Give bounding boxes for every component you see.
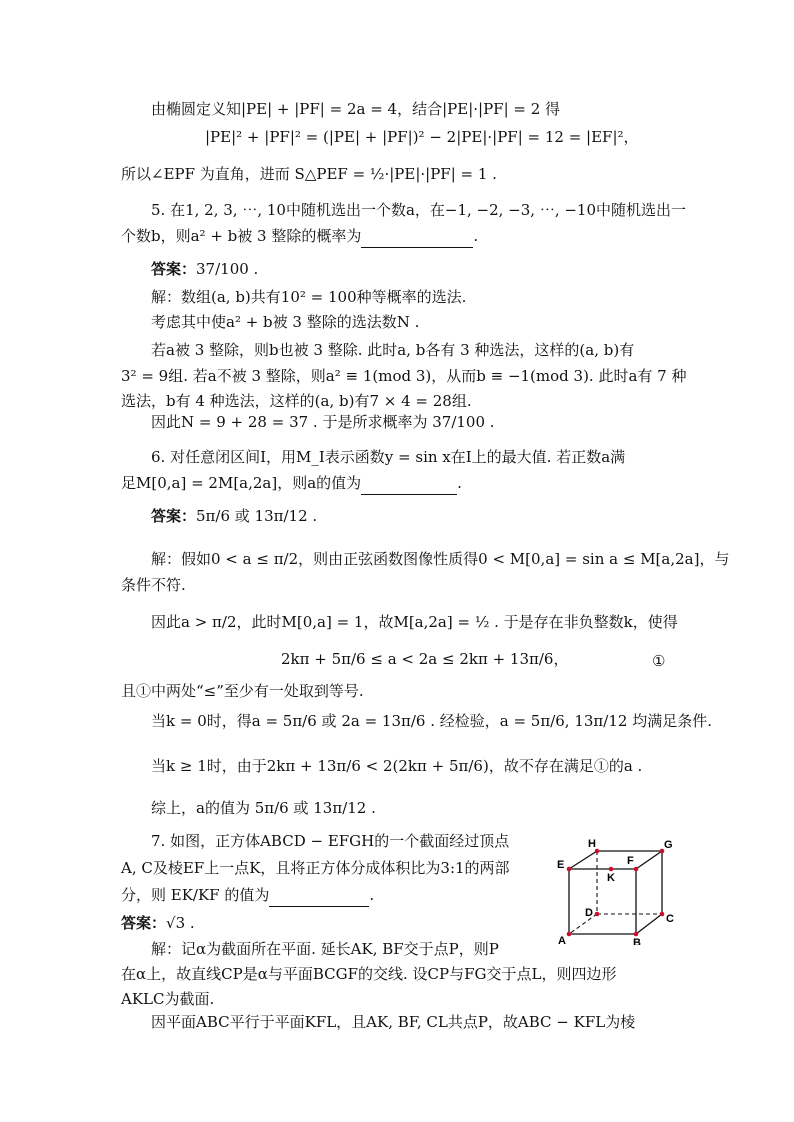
answer-blank [361,472,457,495]
solution-line: 解：数组(a, b)共有10² = 100种等概率的选法. [151,288,467,306]
period: . [473,227,479,245]
answer-value: √3 . [166,914,195,932]
text-line: 因此a > π/2，此时M[0,a] = 1，故M[a,2a] = ½ . 于是存在非负整数k，使得 [151,613,678,631]
equation-line: |PE|² + |PF|² = (|PE| + |PF|)² − 2|PE|·|PF| = 12 = |EF|²， [205,128,639,146]
answer-value: 37/100 . [196,260,259,278]
text-line: 3² = 9组. 若a不被 3 整除，则a² ≡ 1(mod 3)，从而b ≡ −1(mod 3). 此时a有 7 种 [121,367,687,385]
answer-label: 答案： [151,260,197,278]
answer-line [151,258,258,280]
text-line [121,225,478,248]
answer-label: 答案： [151,507,197,525]
answer-line [121,912,195,934]
text-line [121,884,374,907]
label-F: F [627,855,634,867]
solution-line: 解：记α为截面所在平面. 延长AK, BF交于点P，则P [151,940,499,958]
solution-line: 解：假如0 < a ≤ π/2，则由正弦函数图像性质得0 < M[0,a] = sin a ≤ M[a,2a]，与 [151,550,730,568]
label-E: E [557,859,565,871]
text-line: 所以∠EPF 为直角，进而 S△PEF = ½·|PE|·|PF| = 1 . [121,165,497,183]
period: . [369,886,375,904]
text-line: 且①中两处“≤”至少有一处取到等号. [121,682,364,700]
inequality-1: 2kπ + 5π/6 ≤ a < 2a ≤ 2kπ + 13π/6， [281,650,569,668]
answer-blank [361,225,473,248]
equation-number: ① [652,652,666,670]
label-C: C [666,913,674,925]
text-line: 因平面ABC平行于平面KFL，且AK, BF, CL共点P，故ABC − KFL为棱 [151,1013,636,1031]
text-line: AKLC为截面. [121,990,215,1008]
answer-value: 5π/6 或 13π/12 . [196,507,318,525]
problem-6-text: 足M[0,a] = 2M[a,2a]，则a的值为 [121,474,362,492]
problem-5: 5. 在1, 2, 3, ⋯, 10中随机选出一个数a，在−1, −2, −3, ⋯, −10中随机选出一 [151,201,687,219]
answer-blank [269,884,369,907]
problem-7: 7. 如图，正方体ABCD − EFGH的一个截面经过顶点 [151,832,510,850]
problem-6: 6. 对任意闭区间I，用M_I表示函数y = sin x在I上的最大值. 若正数a满 [151,448,626,466]
cube-figure [550,830,680,945]
text-line: 选法，b有 4 种选法，这样的(a, b)有7 × 4 = 28组. [121,392,472,410]
text-line [121,472,462,495]
text-line: 当k ≥ 1时，由于2kπ + 13π/6 < 2(2kπ + 5π/6)，故不存在满足①的a . [151,757,643,775]
text-line: 若a被 3 整除，则b也被 3 整除. 此时a, b各有 3 种选法，这样的(a, b)有 [151,341,635,359]
answer-line [151,505,317,527]
problem-7-text: 分，则 EK/KF 的值为 [121,886,270,904]
text-line: 综上，a的值为 5π/6 或 13π/12 . [151,799,376,817]
text-line: 当k = 0时，得a = 5π/6 或 2a = 13π/6 . 经检验，a = 5π/6, 13π/12 均满足条件. [151,712,712,730]
label-K: K [607,872,615,884]
text-line: 因此N = 9 + 28 = 37 . 于是所求概率为 37/100 . [151,413,495,431]
period: . [457,474,462,492]
label-B: B [633,937,641,945]
label-G: G [664,839,673,851]
answer-label: 答案： [121,914,167,932]
label-H: H [588,838,596,850]
text-line: 由椭圆定义知|PE| + |PF| = 2a = 4，结合|PE|·|PF| = 2 得 [151,100,561,118]
label-A: A [558,935,566,945]
text-line: A, C及棱EF上一点K，且将正方体分成体积比为3:1的两部 [121,859,510,877]
text-line: 条件不符. [121,576,186,594]
label-D: D [585,907,593,919]
text-line: 考虑其中使a² + b被 3 整除的选法数N . [151,313,420,331]
problem-5-text: 个数b，则a² + b被 3 整除的概率为 [121,227,362,245]
text-line: 在α上，故直线CP是α与平面BCGF的交线. 设CP与FG交于点L，则四边形 [121,965,617,983]
